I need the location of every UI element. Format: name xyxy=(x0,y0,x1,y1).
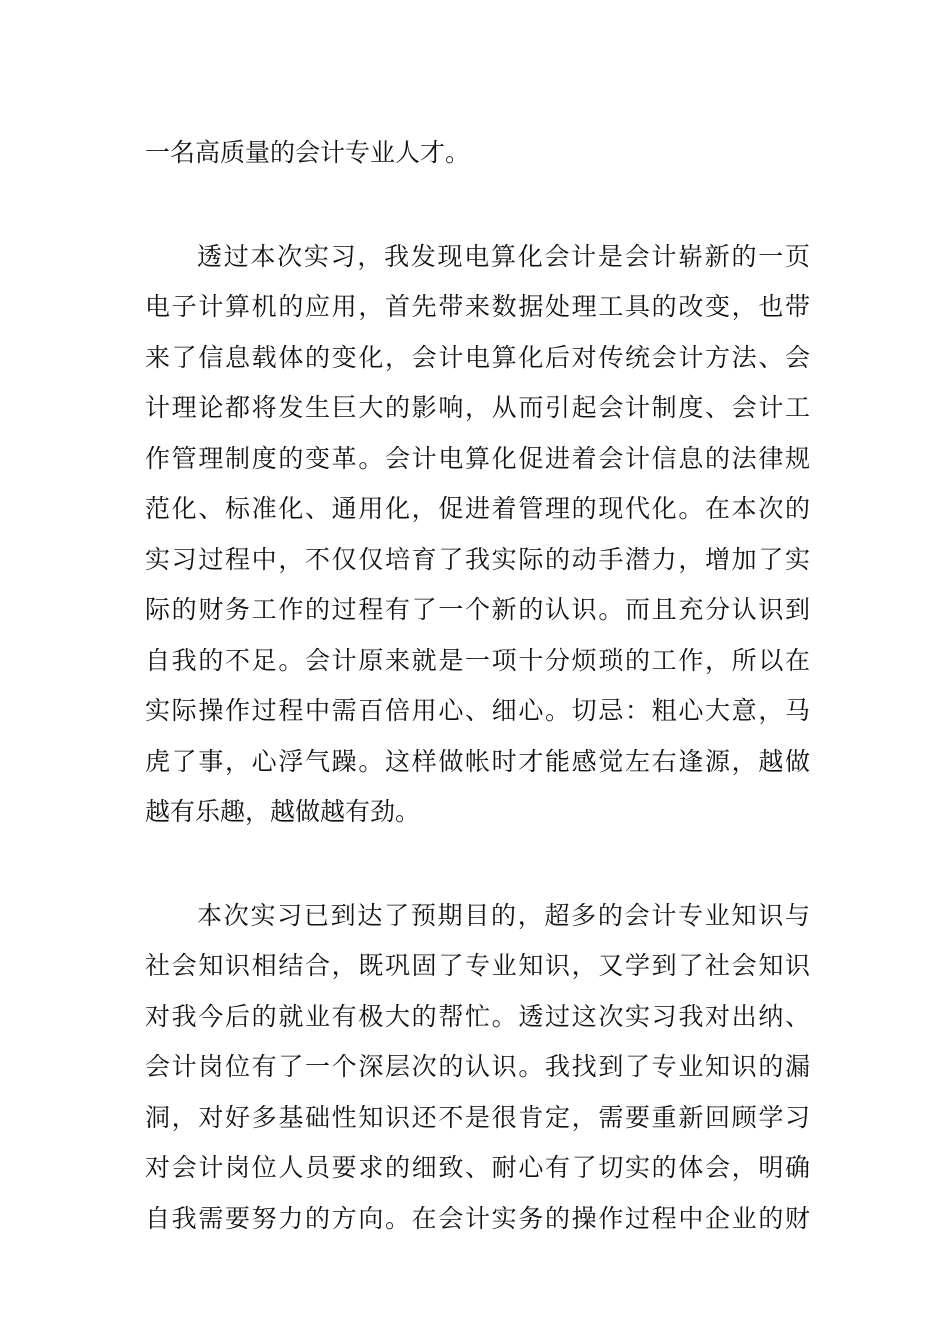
text-line: 自我需要努力的方向。在会计实务的操作过程中企业的财 xyxy=(145,1203,810,1233)
text-line: 虎了事，心浮气躁。这样做帐时才能感觉左右逢源，越做 xyxy=(145,746,810,776)
document-body xyxy=(145,128,810,1244)
text-line: 范化、标准化、通用化，促进着管理的现代化。在本次的 xyxy=(145,494,810,523)
text-line: 电子计算机的应用，首先带来数据处理工具的改变，也带 xyxy=(145,292,810,321)
text-line: 会计岗位有了一个深层次的认识。我找到了专业知识的漏 xyxy=(145,1052,810,1081)
text-line: 透过本次实习，我发现电算化会计是会计崭新的一页 xyxy=(197,241,810,271)
text-line: 一名高质量的会计专业人才。 xyxy=(145,138,471,167)
paragraph-gap xyxy=(145,838,810,891)
text-line: 自我的不足。会计原来就是一项十分烦琐的工作，所以在 xyxy=(145,645,810,675)
text-line: 实际操作过程中需百倍用心、细心。切忌：粗心大意，马 xyxy=(145,696,810,725)
text-line: 计理论都将发生巨大的影响，从而引起会计制度、会计工 xyxy=(145,393,810,422)
text-line: 对我今后的就业有极大的帮忙。透过这次实习我对出纳、 xyxy=(145,1001,810,1031)
text-line: 对会计岗位人员要求的细致、耐心有了切实的体会，明确 xyxy=(145,1153,810,1182)
text-line: 本次实习已到达了预期目的，超多的会计专业知识与 xyxy=(197,900,810,930)
text-line: 际的财务工作的过程有了一个新的认识。而且充分认识到 xyxy=(145,595,810,624)
paragraph-3 xyxy=(145,891,810,1245)
text-line: 实习过程中，不仅仅培育了我实际的动手潜力，增加了实 xyxy=(145,544,810,574)
paragraph-1 xyxy=(145,128,810,179)
paragraph-gap xyxy=(145,179,810,232)
text-line: 洞，对好多基础性知识还不是很肯定，需要重新回顾学习 xyxy=(145,1102,810,1132)
paragraph-2 xyxy=(145,232,810,838)
text-line: 社会知识相结合，既巩固了专业知识，又学到了社会知识 xyxy=(145,951,810,980)
text-line: 来了信息载体的变化，会计电算化后对传统会计方法、会 xyxy=(145,342,810,372)
text-line: 越有乐趣，越做越有劲。 xyxy=(145,797,421,826)
text-line: 作管理制度的变革。会计电算化促进着会计信息的法律规 xyxy=(145,443,810,473)
